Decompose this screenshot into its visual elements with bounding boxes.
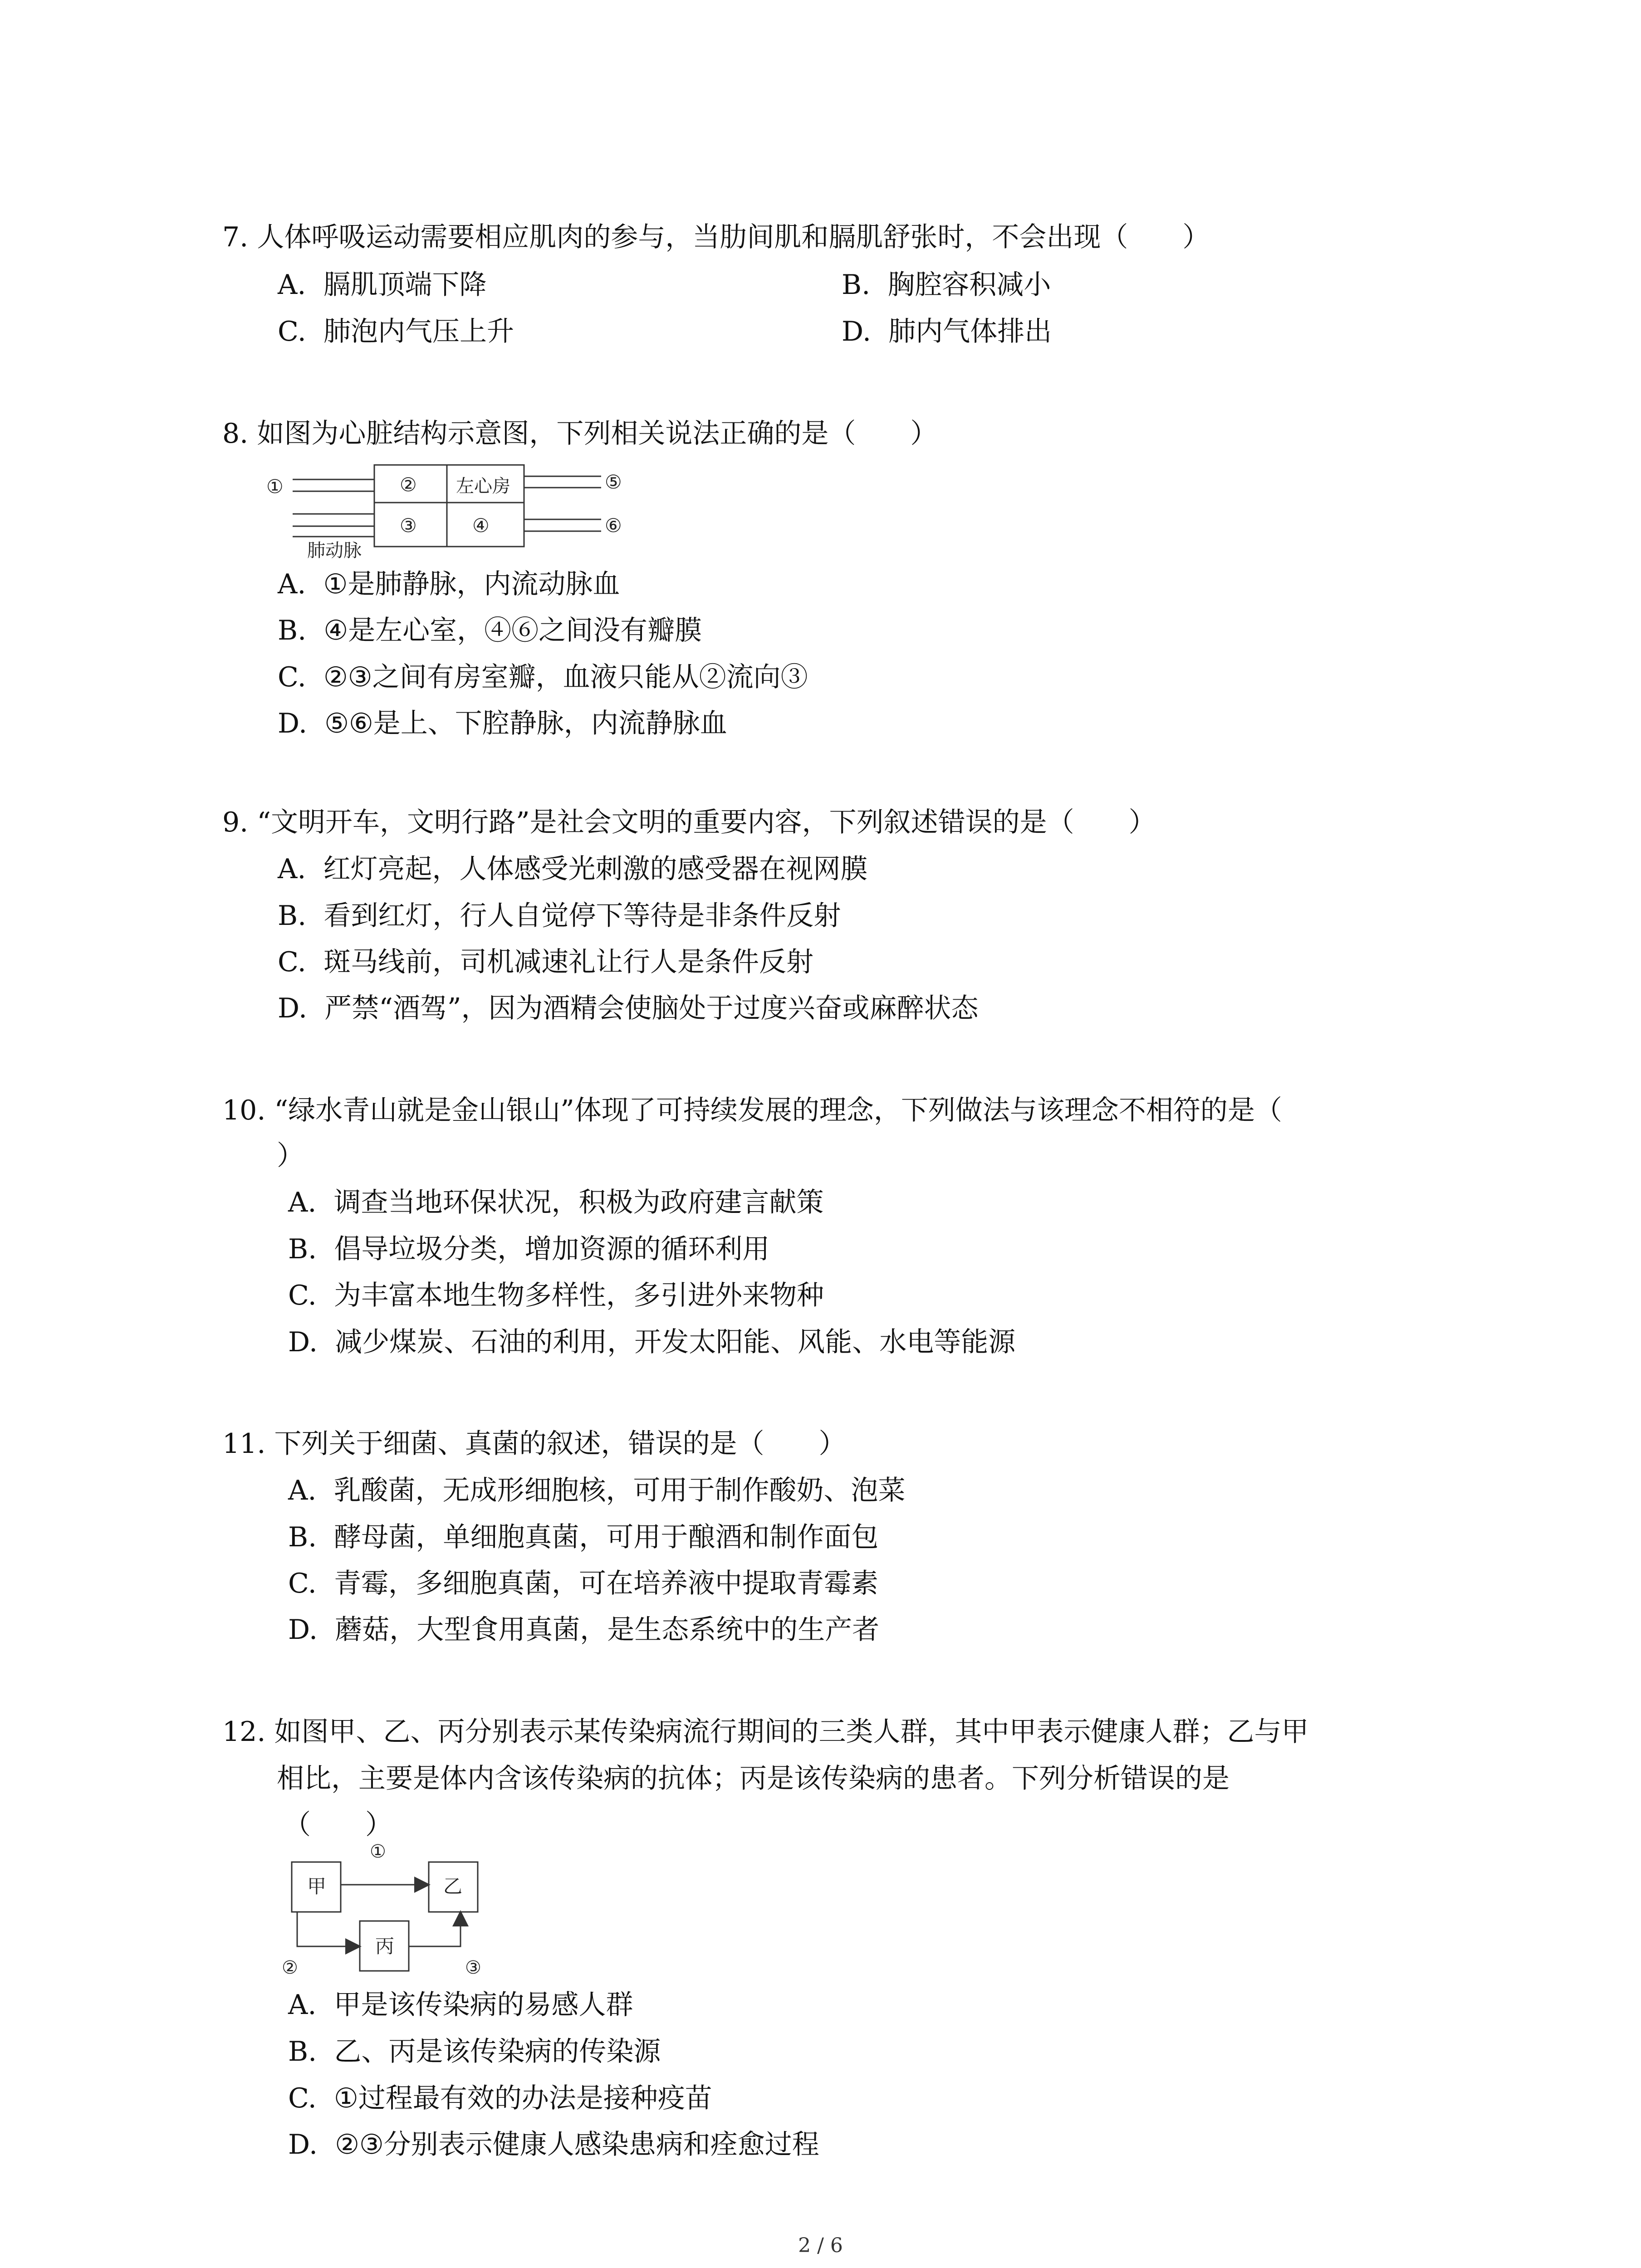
option-letter: D. (288, 1614, 318, 1646)
option-text: ①是肺静脉，内流动脉血 (323, 568, 620, 600)
option-text: 斑马线前，司机减速礼让行人是条件反射 (323, 946, 813, 978)
infection-flow-diagram (279, 1839, 497, 1975)
heart-structure-diagram (265, 460, 647, 560)
question-10-option-c (288, 1274, 824, 1313)
option-text: 严禁“酒驾”，因为酒精会使脑处于过度兴奋或麻醉状态 (324, 992, 979, 1024)
option-text: 膈肌顶端下降 (323, 269, 487, 301)
option-text: 肺内气体排出 (888, 316, 1052, 347)
arrow-label-1: ① (370, 1841, 386, 1862)
box-bing-label: 丙 (375, 1935, 395, 1957)
option-text: 甲是该传染病的易感人群 (333, 1989, 633, 2021)
question-8-option-b (278, 609, 702, 648)
option-letter: B. (288, 2036, 317, 2068)
pulmonary-artery-label: 肺动脉 (307, 540, 362, 560)
option-letter: D. (842, 316, 872, 347)
question-10-stem (222, 1089, 1282, 1128)
question-7-stem (222, 215, 1210, 254)
option-text: 肺泡内气压上升 (323, 316, 514, 347)
arrow-label-3: ③ (465, 1957, 481, 1975)
option-letter: B. (278, 900, 307, 932)
question-9-number: 9. (222, 807, 249, 838)
question-8-option-a (278, 562, 620, 601)
option-letter: D. (278, 708, 308, 739)
option-letter: D. (288, 2129, 318, 2160)
option-text: ②③之间有房室瓣，血液只能从②流向③ (323, 661, 808, 693)
question-10-option-d (288, 1320, 1015, 1359)
question-12-option-d (288, 2123, 819, 2162)
option-letter: C. (278, 316, 306, 347)
question-12-option-a (288, 1983, 633, 2022)
option-letter: A. (288, 1187, 317, 1218)
heart-label-1: ① (266, 475, 284, 498)
question-7-option-b (842, 263, 1051, 302)
option-text: 调查当地环保状况，积极为政府建言献策 (333, 1187, 824, 1218)
question-12-stem-line2: 相比，主要是体内含该传染病的抗体；丙是该传染病的患者。下列分析错误的是 (277, 1763, 1230, 1794)
option-text: 乳酸菌，无成形细胞核，可用于制作酸奶、泡菜 (333, 1475, 906, 1506)
option-letter: A. (288, 1989, 317, 2021)
option-letter: C. (278, 661, 306, 693)
heart-label-4: ④ (472, 514, 490, 537)
question-11-option-a (288, 1469, 906, 1508)
option-text: ②③分别表示健康人感染患病和痊愈过程 (335, 2129, 819, 2160)
option-letter: C. (288, 1568, 317, 1599)
question-12-stem (222, 1710, 1309, 1749)
question-10-number: 10. (222, 1095, 266, 1126)
option-letter: A. (278, 269, 306, 301)
box-jia-label: 甲 (307, 1875, 327, 1897)
question-11-number: 11. (222, 1428, 266, 1460)
arrow-2 (297, 1912, 359, 1946)
option-text: 倡导垃圾分类，增加资源的循环利用 (334, 1233, 770, 1265)
heart-label-5: ⑤ (605, 471, 622, 493)
question-8-number: 8. (222, 418, 249, 450)
page-number: 2 / 6 (798, 2234, 843, 2257)
heart-label-6: ⑥ (605, 514, 622, 537)
heart-label-2: ② (400, 474, 417, 496)
option-letter: D. (278, 992, 308, 1024)
question-10-stem-line2: ） (277, 1140, 304, 1172)
question-12-text-line1: 如图甲、乙、丙分别表示某传染病流行期间的三类人群，其中甲表示健康人群；乙与甲 (274, 1716, 1309, 1748)
question-11-option-c (288, 1562, 878, 1601)
question-9-option-a (278, 847, 868, 886)
option-letter: B. (288, 1233, 317, 1265)
option-text: 减少煤炭、石油的利用，开发太阳能、风能、水电等能源 (335, 1326, 1016, 1358)
arrow-3 (409, 1913, 460, 1946)
option-text: 为丰富本地生物多样性，多引进外来物种 (334, 1280, 824, 1311)
question-12-option-b (288, 2030, 661, 2069)
option-letter: C. (278, 946, 306, 978)
option-letter: C. (288, 1280, 317, 1311)
question-7-option-c (278, 310, 514, 349)
question-10-option-b (288, 1227, 769, 1266)
option-letter: B. (842, 269, 871, 301)
question-7-text: 人体呼吸运动需要相应肌肉的参与，当肋间肌和膈肌舒张时，不会出现（ ） (257, 221, 1210, 253)
question-8-text: 如图为心脏结构示意图，下列相关说法正确的是（ ） (257, 418, 938, 450)
option-letter: A. (278, 568, 306, 600)
option-letter: A. (278, 853, 306, 885)
question-9-text: “文明开车，文明行路”是社会文明的重要内容，下列叙述错误的是（ ） (257, 807, 1156, 838)
heart-label-3: ③ (400, 514, 417, 537)
question-9-option-d (278, 987, 979, 1026)
question-9-option-b (278, 894, 841, 933)
question-12-number: 12. (222, 1716, 266, 1748)
question-7-option-d (842, 310, 1052, 349)
question-12-option-c (288, 2077, 712, 2116)
box-yi-label: 乙 (443, 1875, 463, 1897)
option-letter: A. (288, 1475, 317, 1506)
question-8-option-d (278, 702, 727, 741)
left-atrium-label: 左心房 (456, 476, 510, 497)
option-letter: B. (278, 615, 307, 646)
option-text: 酵母菌，单细胞真菌，可用于酿酒和制作面包 (334, 1521, 879, 1553)
question-11-text: 下列关于细菌、真菌的叙述，错误的是（ ） (274, 1428, 846, 1460)
option-text: 乙、丙是该传染病的传染源 (334, 2036, 661, 2068)
question-7-option-a (278, 263, 487, 302)
question-11-stem (222, 1422, 846, 1461)
option-text: 蘑菇，大型食用真菌，是生态系统中的生产者 (335, 1614, 880, 1646)
question-12-stem-line3: （ ） (284, 1809, 392, 1841)
question-10-option-a (288, 1181, 824, 1220)
question-9-option-c (278, 940, 813, 979)
option-text: ⑤⑥是上、下腔静脉，内流静脉血 (324, 708, 727, 739)
option-text: 看到红灯，行人自觉停下等待是非条件反射 (323, 900, 841, 932)
option-letter: D. (288, 1326, 318, 1358)
arrow-label-2: ② (282, 1957, 298, 1975)
option-text: ①过程最有效的办法是接种疫苗 (334, 2082, 712, 2114)
question-11-option-d (288, 1608, 879, 1647)
question-9-stem (222, 801, 1156, 840)
question-8-stem (222, 412, 937, 451)
option-text: 青霉，多细胞真菌，可在培养液中提取青霉素 (334, 1568, 878, 1599)
question-7-number: 7. (222, 221, 249, 253)
option-text: 红灯亮起，人体感受光刺激的感受器在视网膜 (323, 853, 868, 885)
question-8-option-c (278, 655, 808, 694)
option-text: ④是左心室，④⑥之间没有瓣膜 (323, 615, 702, 646)
question-10-text-line1: “绿水青山就是金山银山”体现了可持续发展的理念，下列做法与该理念不相符的是（ (274, 1095, 1282, 1126)
option-letter: C. (288, 2082, 317, 2114)
option-text: 胸腔容积减小 (887, 269, 1051, 301)
question-11-option-b (288, 1515, 878, 1554)
option-letter: B. (288, 1521, 317, 1553)
